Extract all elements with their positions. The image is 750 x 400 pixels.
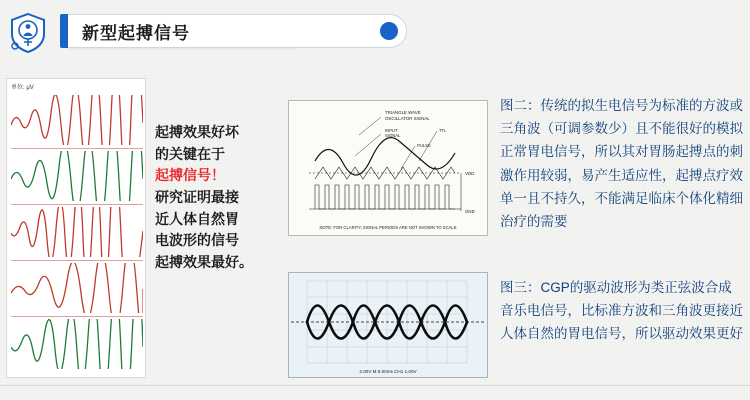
page-title: 新型起搏信号 <box>82 23 190 43</box>
svg-text:OSCILLATOR SIGNAL: OSCILLATOR SIGNAL <box>385 116 430 121</box>
title-box <box>68 14 298 48</box>
title-tail-decoration <box>297 14 407 48</box>
page-header <box>0 8 750 56</box>
left-text-line-4: 近人体自然胃 <box>155 210 239 227</box>
figure-3-description: 图三：CGP的驱动波形为类正弦波合成音乐电信号，比标准方波和三角波更接近人体自然的胃电信号，所以驱动效果更好 <box>500 280 743 342</box>
left-text-highlight: 起搏信号！ <box>155 167 225 184</box>
svg-text:TRIANGLE WAVE: TRIANGLE WAVE <box>385 110 421 115</box>
waveform-green-1 <box>11 151 143 205</box>
left-text-line-3: 研究证明最接 <box>155 189 239 206</box>
oscilloscope-readout: 2.00V M 5.00ms CH1 1.00V <box>359 369 417 374</box>
svg-text:NOTE: FOR CLARITY, SIGNAL PERI: NOTE: FOR CLARITY, SIGNAL PERIODS ARE NOT SHOWN TO SCALE <box>319 225 457 230</box>
left-text-line-6: 起搏效果最好。 <box>155 254 253 271</box>
medical-shield-icon <box>8 12 48 54</box>
svg-text:INPUT: INPUT <box>385 128 398 133</box>
figure-2-description: 图二：传统的拟生电信号为标准的方波或三角波（可调参数少）且不能很好的模拟正常胃电信号，所以其对胃肠起搏点的刺激作用较弱，易产生适应性，起搏点疗效单一且不持久，不能满足临床个体化精细治疗的需要 <box>500 98 743 230</box>
waveform-panel <box>6 78 146 378</box>
title-banner <box>60 14 407 48</box>
left-text-line-1: 起搏效果好坏 <box>155 124 239 140</box>
svg-text:GND: GND <box>465 209 475 214</box>
waveform-red-2 <box>11 207 143 261</box>
svg-text:PULSE: PULSE <box>417 143 431 148</box>
left-text-line-5: 电波形的信号 <box>155 232 239 249</box>
left-text-line-2: 的关键在于 <box>155 145 225 162</box>
bottom-divider <box>0 385 750 386</box>
figure-2-triangle-wave-diagram <box>288 100 488 236</box>
svg-text:VDD: VDD <box>465 171 475 176</box>
svg-text:TTL: TTL <box>439 128 447 133</box>
waveform-green-2 <box>11 319 143 373</box>
left-statement-text <box>155 122 283 274</box>
figure-3-oscilloscope-trace <box>288 272 488 378</box>
title-accent-bar <box>60 14 68 48</box>
svg-text:SIGNAL: SIGNAL <box>385 133 401 138</box>
waveform-red-1 <box>11 95 143 149</box>
waveform-red-3 <box>11 263 143 317</box>
waveform-unit-label: 单位: μV <box>11 85 34 91</box>
